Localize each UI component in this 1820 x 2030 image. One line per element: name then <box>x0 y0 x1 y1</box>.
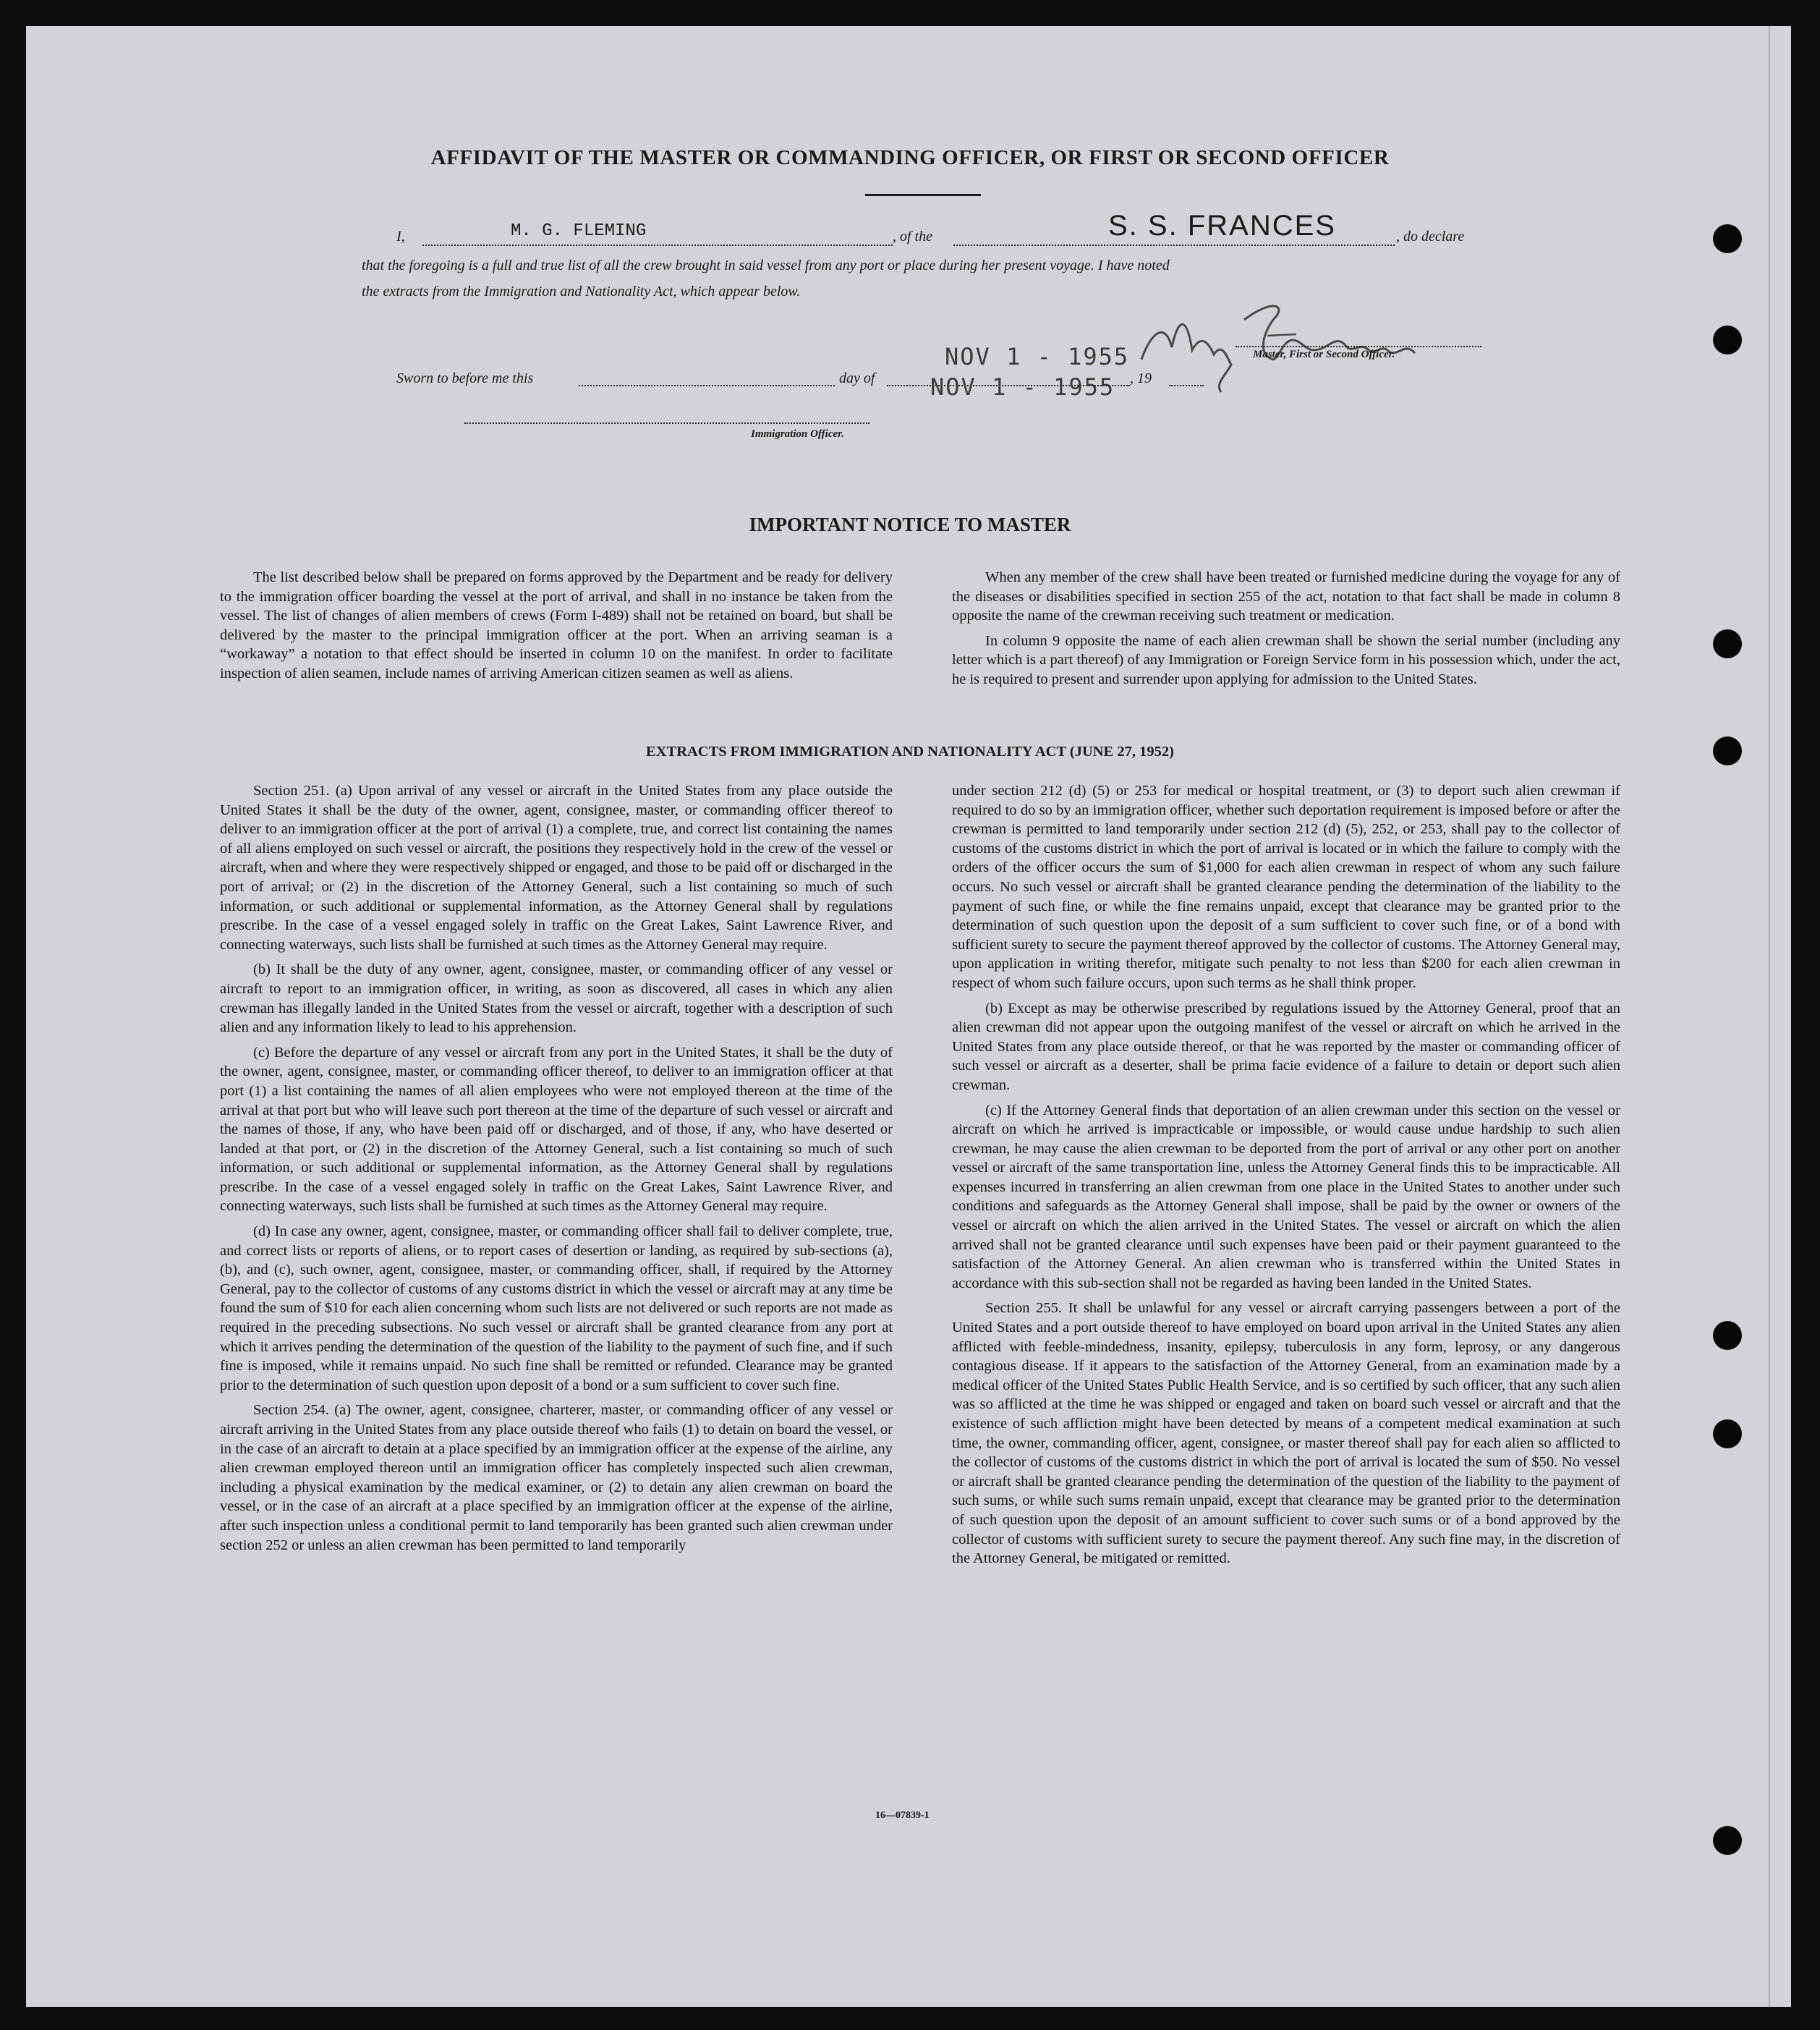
act-paragraph: Section 254. (a) The owner, agent, consignee, charterer, master, or commanding officer of any vessel or aircraft arriving in the United States from any place outside thereof who fails (1) to detain on board the vessel, or in the case of an aircraft to detain at a place specified by an immigration officer at the expense of the airline, any alien crewman employed thereon until an immigration officer has completely inspected such alien crewman, including a physical examination by the medical examiner, or (2) to detain any alien crewman on board the vessel, or in the case of an aircraft at a place specified by an immigration officer at the expense of the airline, after such inspection unless a conditional permit to land temporarily has been granted such alien crewman under section 252 or unless an alien crewman has been permitted to land temporarily <box>220 1402 893 1553</box>
punch-hole <box>1713 629 1742 658</box>
vessel-name: S. S. FRANCES <box>1108 210 1336 242</box>
act-paragraph: Section 255. It shall be unlawful for any vessel or aircraft carrying passengers between a port of the United States and a port outside thereof to have employed on board upon arrival in the United States any alien afflicted with feeble-mindedness, insanity, epilepsy, tuberculosis in any form, leprosy, or any dangerous contagious disease. If it appears to the satisfaction of the Attorney General, from an examination made by a medical officer of the United States Public Health Service, and is so certified by such officer, that any such alien was so afflicted at the time he was shipped or engaged and taken on board such vessel or aircraft and that the existence of such affliction might have been detected by means of a competent medical examination at such time, the owner, commanding officer, agent, consignee, or master thereof shall pay for each alien so afflicted to the collector of customs of the customs district in which the port of arrival is located the sum of $50. No vessel or aircraft shall be granted clearance pending the determination of the question of the liability to the payment of such sums, or while such sums remain unpaid, except that clearance may be granted prior to the determination of such question upon the deposit of an amount sufficient to cover such sums or of a bond approved by the collector of customs with sufficient surety to secure the payment thereof. Any such fine may, in the discretion of the Attorney General, be mitigated or remitted. <box>952 1300 1620 1567</box>
form-code: 16—07839-1 <box>875 1810 930 1821</box>
extracts-heading: EXTRACTS FROM IMMIGRATION AND NATIONALITY ACT (JUNE 27, 1952) <box>646 744 1174 760</box>
act-paragraph: under section 212 (d) (5) or 253 for medical or hospital treatment, or (3) to deport such alien crewman if required to do so by an immigration officer, whether such deportation requirement is imposed before or after the crewman is permitted to land temporarily under section 212 (d) (5), 252, or 253, shall pay to the collector of customs of the customs district in which the port of arrival is located or in which the failure to comply with the orders of the officer occurs the sum of $1,000 for each alien crewman in respect of whom any such failure occurs. No such vessel or aircraft shall be granted clearance pending the determination of the liability to the payment of such fine, or while the fine remains unpaid, except that clearance may be granted prior to the determination of such question upon the deposit of a sum sufficient to cover such fine, or of a bond with sufficient surety to secure the payment thereof approved by the collector of customs. The Attorney General may, upon application in writing therefor, mitigate such penalty to not less than $200 for each alien crewman in respect of whom such failure occurs, upon such terms as he shall think proper. <box>952 783 1620 991</box>
immigration-officer-signature-line <box>464 409 869 424</box>
sworn-year-field <box>1169 372 1204 386</box>
act-paragraph: (c) If the Attorney General finds that deportation of an alien crewman under this section on the vessel or aircraft on which he arrived is impracticable or impossible, or would cause undue hardship to such alien crewman, he may cause the alien crewman to be deported from the port of arrival or any other port on another vessel or aircraft of the same transportation line, unless the Attorney General finds this to be impracticable. All expenses incurred in transferring an alien crewman from one place in the United States to another under such conditions and safeguards as the Attorney General shall impose, shall be paid by the owner or owners of the vessel or aircraft on which the alien arrived in the United States. The vessel or aircraft on which the alien arrived shall not be granted clearance until such expenses have been paid or their payment guaranteed to the satisfaction of the Attorney General. An alien crewman who is transferred within the United States in accordance with this sub-section shall not be regarded as having been landed in the United States. <box>952 1102 1620 1291</box>
do-declare-label: , do declare <box>1396 229 1465 245</box>
day-of-label: day of <box>839 370 875 386</box>
notice-paragraph: The list described below shall be prepared on forms approved by the Department and be ready for delivery to the immigration officer boarding the vessel at the port of arrival, and shall in no instance be taken from the vessel. The list of changes of alien members of crews (Form I-489) shall not be retained on board, but shall be delivered by the master to the principal immigration officer at the port. When an arriving seaman is a “workaway” a notation to that effect should be inserted in column 10 on the manifest. In order to facilitate inspection of alien seamen, include names of arriving American citizen seamen as well as aliens. <box>220 569 893 681</box>
act-paragraph: (c) Before the departure of any vessel or aircraft from any port in the United States, it shall be the duty of the owner, agent, consignee, master, or commanding officer thereof, to deliver to an immigration officer at that port (1) a list containing the names of all alien employees who were not employed thereon at the time of the arrival at that port but who will leave such port thereon at the time of the departure of such vessel or aircraft and the names of those, if any, who have been paid off or discharged, and of those, if any, who have deserted or landed at that port, or (2) in the discretion of the Attorney General, such a list containing so much of such information, or such additional or supplemental information, as the Attorney General shall by regulations prescribe. In the case of a vessel engaged solely in traffic on the Great Lakes, Saint Lawrence River, and connecting waterways, such lists shall be furnished at such times as the Attorney General may require. <box>220 1044 893 1215</box>
punch-hole <box>1713 1321 1742 1350</box>
master-name-field <box>422 230 893 246</box>
extracts-left-column <box>220 781 893 1555</box>
declaration-line-3: the extracts from the Immigration and Nationality Act, which appear below. <box>362 284 801 300</box>
declaration-prefix: I, <box>396 229 405 245</box>
officer-caption: Immigration Officer. <box>751 428 844 440</box>
title-rule <box>865 194 981 196</box>
notice-right-column <box>952 568 1620 689</box>
of-the-label: , of the <box>893 229 932 245</box>
punch-hole <box>1713 326 1742 354</box>
declaration-line-2: that the foregoing is a full and true list of all the crew brought in said vessel from any port or place during her present voyage. I have noted <box>362 258 1170 273</box>
act-paragraph: (d) In case any owner, agent, consignee, master, or commanding officer shall fail to deliver complete, true, and correct lists or reports of aliens, or to report cases of desertion or landing, as required by sub-sections (a), (b), and (c), such owner, agent, consignee, master, or commanding officer, shall, if required by the Attorney General, pay to the collector of customs of any customs district in which the vessel or aircraft may at any time be found the sum of $10 for each alien concerning whom such lists are not delivered or such reports are not made as required in the preceding subsections. No such vessel or aircraft shall be granted clearance from any port at which it arrives pending the determination of the question of the liability to the payment of such fine, and if such fine is imposed, while it remains unpaid. No such fine shall be remitted or refunded. Clearance may be granted prior to the determination of such question upon deposit of a bond or a sum sufficient to cover such fine. <box>220 1223 893 1393</box>
master-caption: Master, First or Second Officer. <box>1253 349 1395 360</box>
punch-hole <box>1713 1826 1742 1855</box>
notice-left-column <box>220 568 893 684</box>
punch-hole <box>1713 224 1742 253</box>
sworn-day-field <box>579 372 835 386</box>
year-label: , 19 <box>1130 370 1152 386</box>
master-signature-line <box>1236 333 1481 347</box>
punch-hole <box>1713 1419 1742 1448</box>
affidavit-title: AFFIDAVIT OF THE MASTER OR COMMANDING OFFICER, OR FIRST OR SECOND OFFICER <box>430 146 1390 169</box>
date-stamp: NOV 1 - 1955 <box>930 373 1115 401</box>
date-stamp: NOV 1 - 1955 <box>945 343 1130 370</box>
page-fold-line <box>1769 26 1770 2007</box>
notice-paragraph: When any member of the crew shall have been treated or furnished medicine during the voyage for any of the diseases or disabilities specified in section 255 of the act, notation to that fact shall be made in column 8 opposite the name of the crewman receiving such treatment or medication. <box>952 569 1620 624</box>
extracts-right-column <box>952 781 1620 1568</box>
act-paragraph: Section 251. (a) Upon arrival of any vessel or aircraft in the United States from any place outside the United States it shall be the duty of the owner, agent, consignee, master, or commanding officer thereof to deliver to an immigration officer at the port of arrival (1) a complete, true, and correct list containing the names of all aliens employed on such vessel or aircraft, the positions they respectively hold in the crew of the vessel or aircraft, when and where they were respectively shipped or engaged, and those to be paid off or discharged in the port of arrival; or (2) in the discretion of the Attorney General, such a list containing so much of such information, or such additional or supplemental information, as the Attorney General shall by regulations prescribe. In the case of a vessel engaged solely in traffic on the Great Lakes, Saint Lawrence River, and connecting waterways, such lists shall be furnished at such times as the Attorney General may require. <box>220 783 893 953</box>
act-paragraph: (b) It shall be the duty of any owner, agent, consignee, master, or commanding officer of any vessel or aircraft to report to an immigration officer, in writing, as soon as discovered, all cases in which any alien crewman has illegally landed in the United States from the vessel or aircraft, together with a description of such alien and any information likely to lead to his apprehension. <box>220 961 893 1036</box>
sworn-label: Sworn to before me this <box>396 370 534 386</box>
notice-paragraph: In column 9 opposite the name of each alien crewman shall be shown the serial number (including any letter which is a part thereof) of any Immigration or Foreign Service form in his possession which, under the act, he is required to present and surrender upon applying for admission to the United States. <box>952 632 1620 687</box>
notice-heading: IMPORTANT NOTICE TO MASTER <box>749 514 1071 535</box>
act-paragraph: (b) Except as may be otherwise prescribed by regulations issued by the Attorney General, proof that an alien crewman did not appear upon the outgoing manifest of the vessel or aircraft on which he arrived in the United States from any place outside thereof, or that he was reported by the master or commanding officer of such vessel or aircraft as a deserter, shall be prima facie evidence of a failure to detain or deport such alien crewman. <box>952 1000 1620 1093</box>
master-name: M. G. FLEMING <box>511 221 647 241</box>
